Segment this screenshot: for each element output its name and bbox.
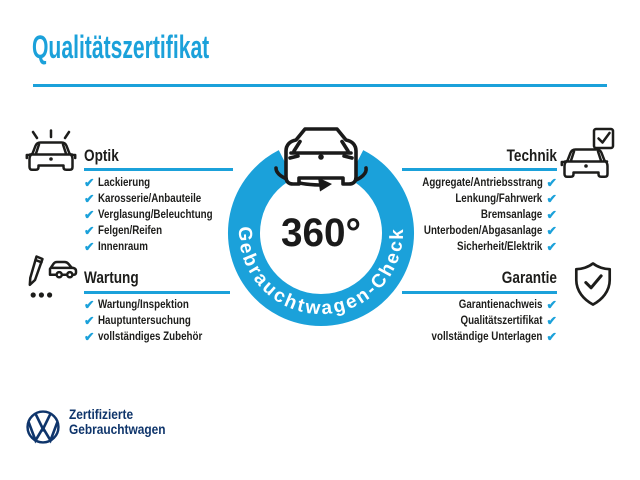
check-icon: ✔ — [546, 191, 557, 206]
checklist-item — [84, 329, 221, 345]
degree-label: 360° — [281, 211, 361, 255]
shield-check-icon — [572, 261, 614, 307]
check-icon: ✔ — [546, 313, 557, 328]
car-360-rotation-icon — [276, 129, 366, 192]
checklist-item-label: vollständiges Zubehör — [98, 331, 203, 343]
checklist-item-label: Bremsanlage — [481, 209, 543, 221]
checklist-item-label: Garantienachweis — [458, 299, 543, 311]
check-icon: ✔ — [546, 175, 557, 190]
checklist-item — [84, 297, 221, 313]
checklist-item-label: Qualitätszertifikat — [460, 315, 543, 327]
checklist-item-label: Wartung/Inspektion — [98, 299, 190, 311]
check-icon: ✔ — [84, 223, 95, 238]
checklist-item-label: Felgen/Reifen — [98, 225, 163, 237]
check-icon: ✔ — [84, 175, 95, 190]
pen-car-checklist-icon — [28, 254, 78, 300]
check-icon: ✔ — [546, 329, 557, 344]
check-icon: ✔ — [546, 223, 557, 238]
page-title-text: Qualitätszertifikat — [32, 29, 210, 65]
checklist-item-label: Unterboden/Abgasanlage — [424, 225, 543, 237]
brand-text — [69, 407, 183, 437]
check-icon: ✔ — [84, 191, 95, 206]
vw-logo — [25, 409, 61, 445]
section-heading-optik — [84, 146, 127, 166]
check-icon: ✔ — [84, 207, 95, 222]
check-icon: ✔ — [546, 207, 557, 222]
checklist-item-label: Innenraum — [98, 241, 149, 253]
checklist-item-label: Lackierung — [98, 177, 151, 189]
section-heading-optik-text: Optik — [84, 146, 119, 165]
brand-line-1: Zertifizierte — [69, 406, 134, 422]
checklist-item-label: Hauptuntersuchung — [98, 315, 192, 327]
title-rule — [33, 84, 607, 87]
ring-label: Gebrauchtwagen-Check — [233, 226, 409, 320]
brand-line-2: Gebrauchtwagen — [69, 421, 166, 437]
checklist-item-label: Lenkung/Fahrwerk — [455, 193, 543, 205]
check-icon: ✔ — [84, 239, 95, 254]
section-underline-wartung — [84, 291, 230, 294]
checklist-item-label: Sicherheit/Elektrik — [457, 241, 543, 253]
checklist-item-label: Karosserie/Anbauteile — [98, 193, 202, 205]
used-car-check-ring — [211, 116, 431, 346]
page-title — [32, 28, 301, 66]
check-icon: ✔ — [84, 313, 95, 328]
car-shine-icon — [25, 129, 77, 181]
checklist-item — [84, 313, 221, 329]
check-icon: ✔ — [84, 297, 95, 312]
checklist-item-label: vollständige Unterlagen — [431, 331, 543, 343]
check-icon: ✔ — [84, 329, 95, 344]
check-icon: ✔ — [546, 297, 557, 312]
wartung-checklist — [84, 297, 221, 345]
car-checkbox-icon — [560, 127, 616, 183]
section-heading-technik-text: Technik — [506, 146, 557, 165]
section-heading-wartung — [84, 268, 152, 288]
section-heading-garantie-text: Garantie — [501, 268, 557, 287]
check-icon: ✔ — [546, 239, 557, 254]
checklist-item-label: Aggregate/Antriebsstrang — [421, 177, 543, 189]
section-heading-wartung-text: Wartung — [84, 268, 139, 287]
checklist-item-label: Verglasung/Beleuchtung — [98, 209, 214, 221]
